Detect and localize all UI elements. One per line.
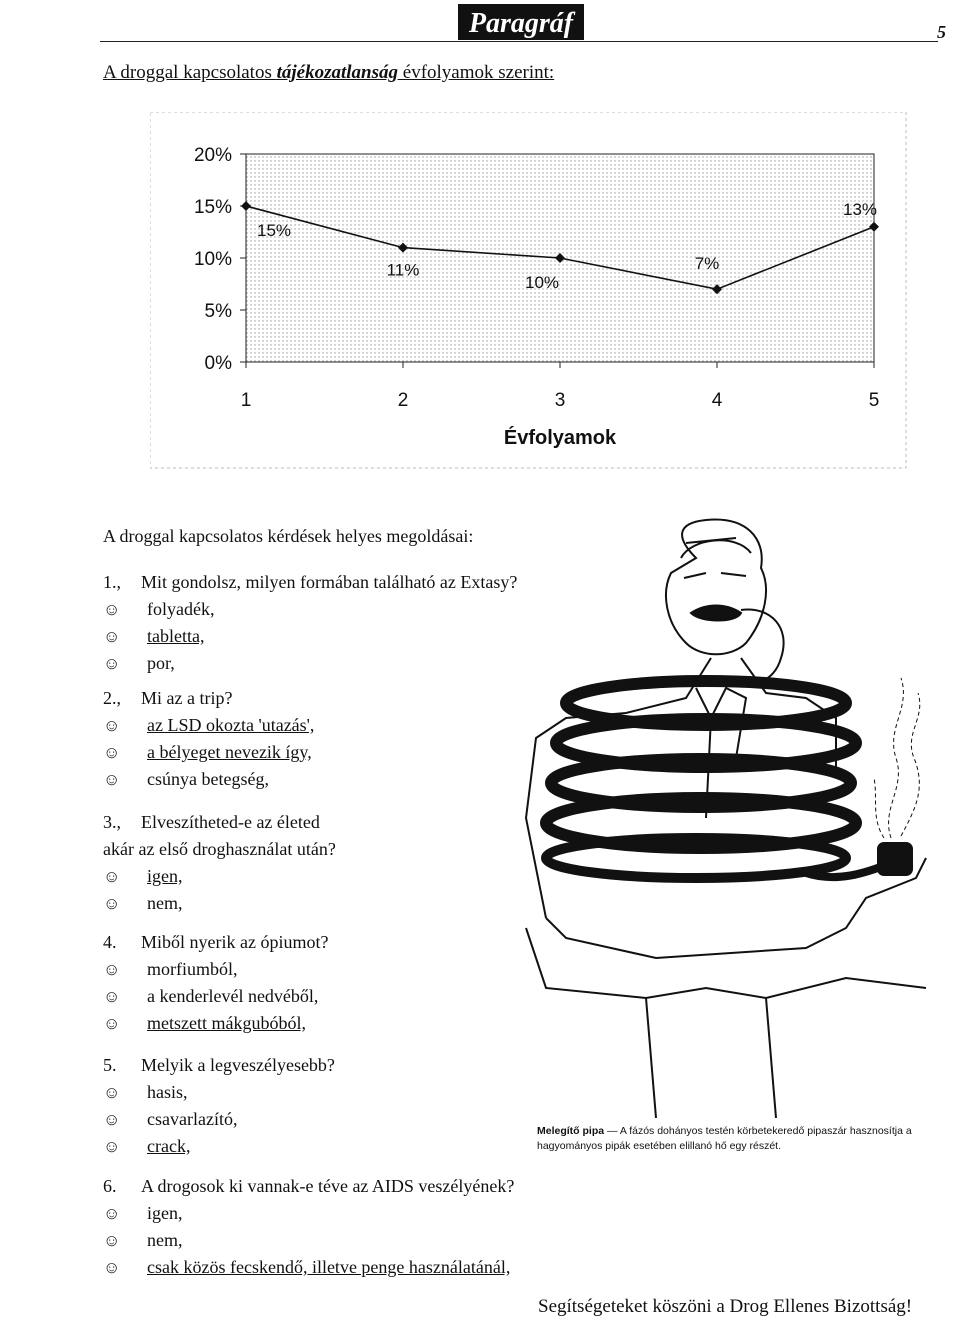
smiley-icon: ☺ bbox=[103, 1258, 121, 1277]
smiley-icon: ☺ bbox=[103, 1137, 121, 1156]
answer-text: crack, bbox=[147, 1136, 191, 1156]
answer-option bbox=[103, 653, 175, 674]
answer-text: igen, bbox=[147, 1203, 183, 1223]
answer-option bbox=[103, 1082, 188, 1103]
question-number: 2., bbox=[103, 688, 121, 708]
answer-text: csavarlazító, bbox=[147, 1109, 238, 1129]
magazine-logo bbox=[456, 0, 586, 42]
question-text-cont: akár az első droghasználat után? bbox=[103, 839, 336, 859]
smiley-icon: ☺ bbox=[103, 1014, 121, 1033]
smiley-icon: ☺ bbox=[103, 1231, 121, 1250]
question-6 bbox=[103, 1176, 514, 1197]
answer-text: tabletta, bbox=[147, 626, 205, 646]
answer-option bbox=[103, 599, 214, 620]
question-text: Elveszítheted-e az életed bbox=[141, 812, 320, 832]
question-number: 4. bbox=[103, 932, 117, 952]
line-chart bbox=[150, 112, 910, 472]
answer-text: az LSD okozta 'utazás', bbox=[147, 715, 315, 735]
question-1 bbox=[103, 572, 517, 593]
x-tick-label: 4 bbox=[711, 390, 723, 411]
smiley-icon: ☺ bbox=[103, 894, 121, 913]
y-tick-label: 20% bbox=[193, 145, 232, 166]
smiley-icon: ☺ bbox=[103, 1110, 121, 1129]
smiley-icon: ☺ bbox=[103, 867, 121, 886]
data-label: 7% bbox=[694, 254, 720, 274]
footer-note: Segítségeteket köszöni a Drog Ellenes Bizottság! bbox=[538, 1296, 913, 1317]
question-number: 5. bbox=[103, 1055, 117, 1075]
answer-text: a bélyeget nevezik így, bbox=[147, 742, 312, 762]
answer-option bbox=[103, 1203, 183, 1224]
answer-text: folyadék, bbox=[147, 599, 215, 619]
smiley-icon: ☺ bbox=[103, 770, 121, 789]
caption-title: Melegítő pipa bbox=[537, 1125, 605, 1137]
answer-text: por, bbox=[147, 653, 175, 673]
answer-option bbox=[103, 1136, 190, 1157]
answer-option bbox=[103, 1257, 510, 1278]
intro-part2: évfolyamok szerint: bbox=[398, 62, 555, 83]
answer-option bbox=[103, 866, 183, 887]
x-axis-label: Évfolyamok bbox=[503, 427, 617, 449]
question-number: 3., bbox=[103, 812, 121, 832]
caption-text: — A fázós dohányos testén körbetekeredő pipaszár hasznosítja a hagyományos pipák esetében elillanó hő egy részét. bbox=[537, 1125, 912, 1152]
question-3 bbox=[103, 812, 320, 833]
x-tick-label: 5 bbox=[868, 390, 880, 411]
page-number: 5 bbox=[937, 22, 946, 42]
x-tick-label: 2 bbox=[397, 390, 409, 411]
answer-option bbox=[103, 769, 269, 790]
intro-emphasis: tájékozatlanság bbox=[276, 62, 399, 83]
data-label: 10% bbox=[524, 273, 560, 292]
question-number: 1., bbox=[103, 572, 121, 592]
illustration-caption bbox=[537, 1124, 955, 1154]
smiley-icon: ☺ bbox=[103, 960, 121, 979]
intro-part1: A droggal kapcsolatos bbox=[103, 62, 277, 83]
pipe-man-illustration bbox=[506, 518, 960, 1118]
smiley-icon: ☺ bbox=[103, 716, 121, 735]
question-2 bbox=[103, 688, 232, 709]
answer-option bbox=[103, 1109, 237, 1130]
answer-text: nem, bbox=[147, 1230, 183, 1250]
data-label: 11% bbox=[386, 260, 420, 280]
question-text: Melyik a legveszélyesebb? bbox=[141, 1055, 335, 1075]
smiley-icon: ☺ bbox=[103, 654, 121, 673]
y-tick-label: 10% bbox=[193, 249, 232, 270]
answer-option bbox=[103, 742, 312, 763]
answer-text: nem, bbox=[147, 893, 183, 913]
question-4 bbox=[103, 932, 328, 953]
question-text: Mi az a trip? bbox=[141, 688, 233, 708]
question-text: A drogosok ki vannak-e téve az AIDS veszélyének? bbox=[141, 1176, 515, 1196]
smiley-icon: ☺ bbox=[103, 743, 121, 762]
data-label: 15% bbox=[256, 221, 292, 240]
answer-option bbox=[103, 893, 183, 914]
answer-option bbox=[103, 986, 318, 1007]
answer-text: csúnya betegség, bbox=[147, 769, 269, 789]
answer-text: a kenderlevél nedvéből, bbox=[147, 986, 319, 1006]
answer-text: csak közös fecskendő, illetve penge használatánál, bbox=[147, 1257, 511, 1277]
answers-title: A droggal kapcsolatos kérdések helyes megoldásai: bbox=[103, 526, 474, 546]
data-label: 13% bbox=[842, 199, 878, 219]
y-tick-label: 0% bbox=[204, 353, 232, 374]
smiley-icon: ☺ bbox=[103, 1204, 121, 1223]
question-number: 6. bbox=[103, 1176, 117, 1196]
question-5 bbox=[103, 1055, 335, 1076]
x-tick-label: 1 bbox=[240, 390, 252, 411]
smiley-icon: ☺ bbox=[103, 600, 121, 619]
smiley-icon: ☺ bbox=[103, 627, 121, 646]
y-tick-label: 5% bbox=[204, 301, 232, 322]
smiley-icon: ☺ bbox=[103, 1083, 121, 1102]
answer-option bbox=[103, 626, 204, 647]
answer-text: hasis, bbox=[147, 1082, 188, 1102]
question-text: Miből nyerik az ópiumot? bbox=[141, 932, 329, 952]
answer-text: metszett mákgubóból, bbox=[147, 1013, 306, 1033]
smiley-icon: ☺ bbox=[103, 987, 121, 1006]
logo-text: Paragráf bbox=[468, 8, 574, 39]
answer-option bbox=[103, 959, 238, 980]
chart-intro bbox=[103, 62, 554, 84]
answer-option bbox=[103, 715, 314, 736]
question-text: Mit gondolsz, milyen formában található az Extasy? bbox=[141, 572, 518, 592]
x-tick-label: 3 bbox=[554, 390, 566, 411]
y-tick-label: 15% bbox=[193, 197, 232, 218]
answer-text: igen, bbox=[147, 866, 183, 886]
answer-option bbox=[103, 1013, 306, 1034]
answer-text: morfiumból, bbox=[147, 959, 238, 979]
answer-option bbox=[103, 1230, 183, 1251]
